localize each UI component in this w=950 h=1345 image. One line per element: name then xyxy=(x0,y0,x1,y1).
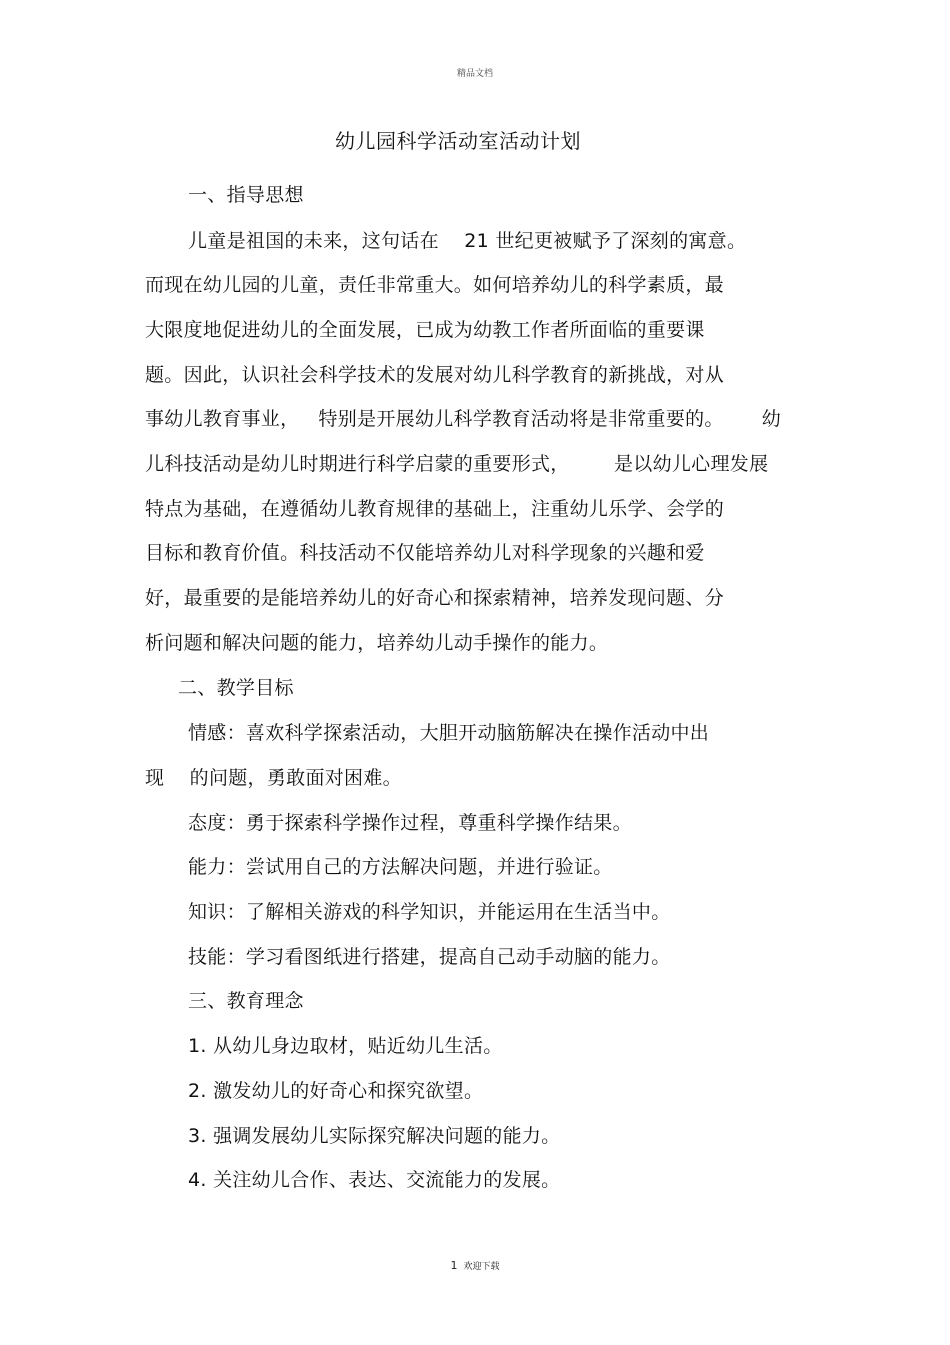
paragraph-line: 而现在幼儿园的儿童，责任非常重大。如何培养幼儿的科学素质，最 xyxy=(145,274,725,296)
paragraph-line: 大限度地促进幼儿的全面发展，已成为幼教工作者所面临的重要课 xyxy=(145,319,705,341)
paragraph-line: 好，最重要的是能培养幼儿的好奇心和探索精神，培养发现问题、分 xyxy=(145,587,725,609)
paragraph-line: 析问题和解决问题的能力，培养幼儿动手操作的能力。 xyxy=(145,632,609,654)
section-heading-guiding-thought: 一、指导思想 xyxy=(188,184,304,206)
paragraph-line: 目标和教育价值。科技活动不仅能培养幼儿对科学现象的兴趣和爱 xyxy=(145,542,705,564)
goal-item: 知识：了解相关游戏的科学知识，并能运用在生活当中。 xyxy=(188,901,671,923)
header-note: 精品文档 xyxy=(456,69,493,79)
goal-item: 现 的问题，勇敢面对困难。 xyxy=(145,767,402,789)
paragraph-line: 儿童是祖国的未来，这句话在 21 世纪更被赋予了深刻的寓意。 xyxy=(188,230,747,252)
section-heading-education-philosophy: 三、教育理念 xyxy=(188,990,304,1012)
footer-text: 欢迎下载 xyxy=(463,1262,500,1272)
paragraph-line: 题。因此，认识社会科学技术的发展对幼儿科学教育的新挑战，对从 xyxy=(145,364,725,386)
goal-item: 能力：尝试用自己的方法解决问题，并进行验证。 xyxy=(188,856,613,878)
goal-item: 技能：学习看图纸进行搭建，提高自己动手动脑的能力。 xyxy=(188,946,671,968)
paragraph-line: 事幼儿教育事业， 特别是开展幼儿科学教育活动将是非常重要的。 幼 xyxy=(145,408,782,430)
philosophy-item: 2. 激发幼儿的好奇心和探究欲望。 xyxy=(188,1080,484,1102)
goal-item: 情感：喜欢科学探索活动，大胆开动脑筋解决在操作活动中出 xyxy=(188,722,710,744)
section-heading-teaching-goals: 二、教学目标 xyxy=(178,677,294,699)
philosophy-item: 1. 从幼儿身边取材，贴近幼儿生活。 xyxy=(188,1035,503,1057)
philosophy-item: 4. 关注幼儿合作、表达、交流能力的发展。 xyxy=(188,1169,561,1191)
paragraph-line: 儿科技活动是幼儿时期进行科学启蒙的重要形式， 是以幼儿心理发展 xyxy=(145,453,769,475)
document-title: 幼儿园科学活动室活动计划 xyxy=(335,129,581,153)
goal-item: 态度：勇于探索科学操作过程，尊重科学操作结果。 xyxy=(188,812,632,834)
paragraph-line: 特点为基础，在遵循幼儿教育规律的基础上，注重幼儿乐学、会学的 xyxy=(145,498,725,520)
page-number: 1 xyxy=(450,1259,458,1272)
page-footer xyxy=(0,1259,950,1272)
philosophy-item: 3. 强调发展幼儿实际探究解决问题的能力。 xyxy=(188,1125,561,1147)
